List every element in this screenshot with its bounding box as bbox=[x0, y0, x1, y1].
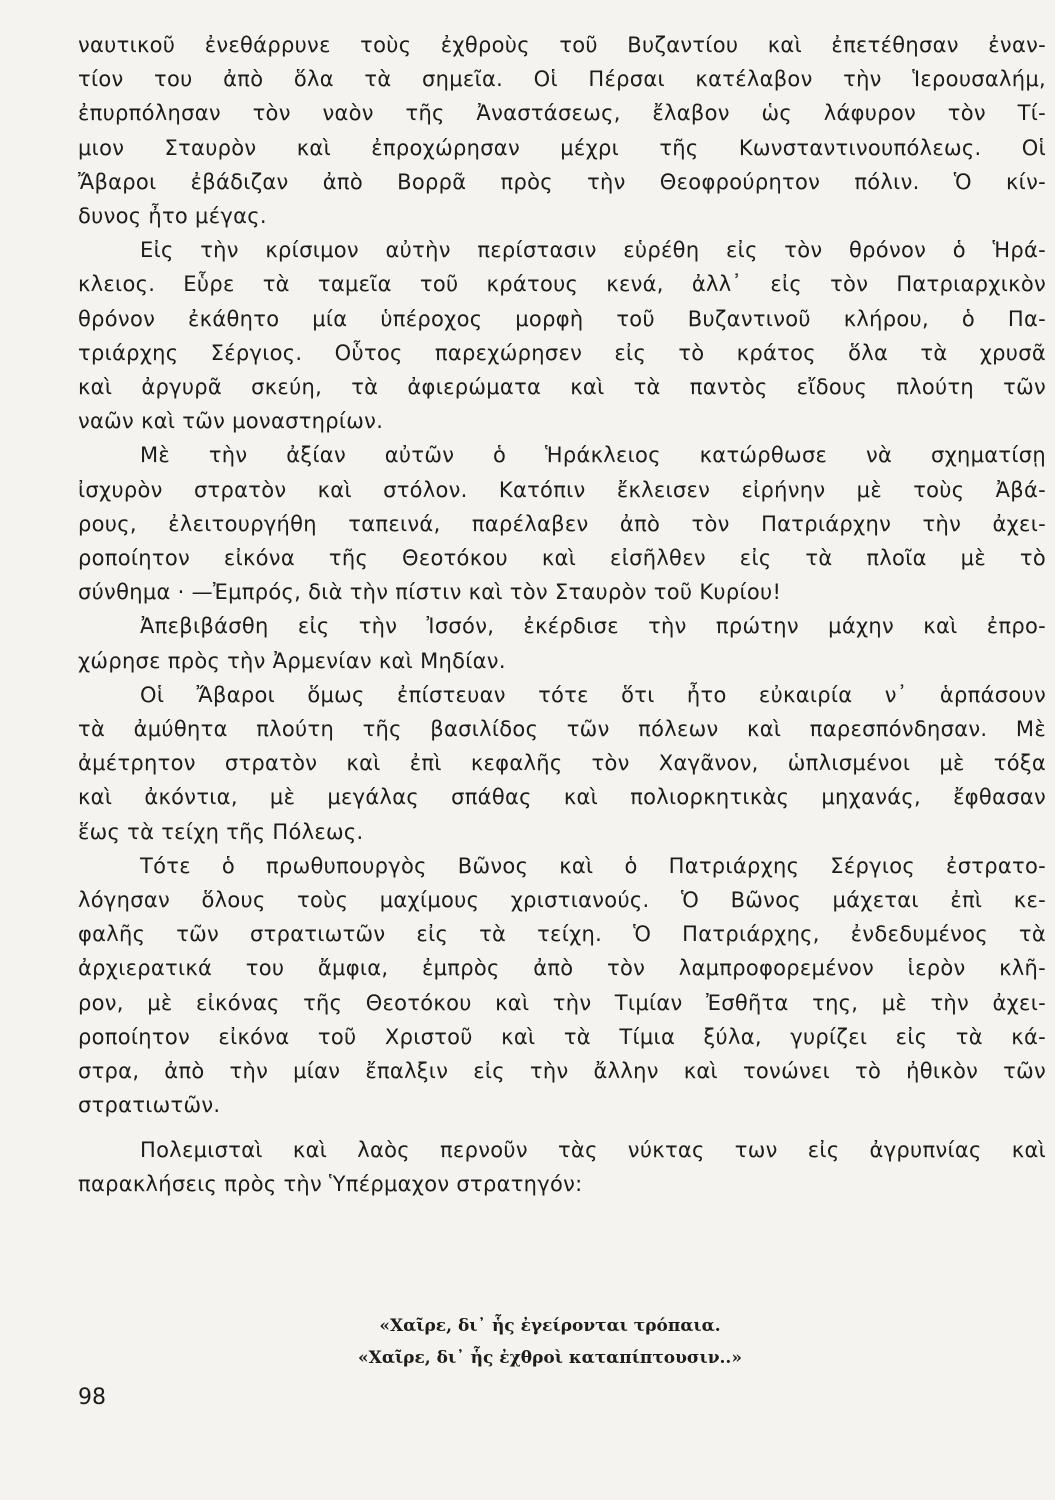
quote-line-2: «Χαῖρε, δι᾽ ἧς ἐχθροὶ καταπίπτουσιν..» bbox=[358, 1348, 742, 1368]
paragraph-gap bbox=[78, 1123, 1046, 1133]
text-line: Οἱ Ἄβαροι ὅμως ἐπίστευαν τότε ὅτι ἦτο εὐκαιρία ν᾽ ἁρπάσουν bbox=[140, 682, 1046, 707]
text-line: Πολεμισταὶ καὶ λαὸς περνοῦν τὰς νύκτας των εἰς ἀγρυπνίας καὶ bbox=[140, 1137, 1046, 1162]
text-line: Τότε ὁ πρωθυπουργὸς Βῶνος καὶ ὁ Πατριάρχης Σέργιος ἐστρατο- bbox=[140, 853, 1046, 878]
text-line: στρατιωτῶν. bbox=[78, 1093, 221, 1118]
page-number: 98 bbox=[78, 1385, 106, 1410]
page-body bbox=[78, 28, 1046, 1201]
text-line: καὶ ἀργυρᾶ σκεύη, τὰ ἀφιερώματα καὶ τὰ παντὸς εἴδους πλούτη τῶν bbox=[78, 375, 1046, 400]
paragraph bbox=[78, 1133, 1046, 1201]
text-line: Ἄβαροι ἐβάδιζαν ἀπὸ Βορρᾶ πρὸς τὴν Θεοφρούρητον πόλιν. Ὁ κίν- bbox=[78, 169, 1046, 194]
text-line: τριάρχης Σέργιος. Οὗτος παρεχώρησεν εἰς τὸ κράτος ὅλα τὰ χρυσᾶ bbox=[78, 340, 1046, 365]
text-line: μιον Σταυρὸν καὶ ἐπροχώρησαν μέχρι τῆς Κωνσταντινουπόλεως. Οἱ bbox=[78, 135, 1046, 160]
text-line: ναῶν καὶ τῶν μοναστηρίων. bbox=[78, 409, 384, 434]
text-line: ροποίητον εἰκόνα τῆς Θεοτόκου καὶ εἰσῆλθεν εἰς τὰ πλοῖα μὲ τὸ bbox=[78, 546, 1046, 571]
text-line: στρα, ἀπὸ τὴν μίαν ἔπαλξιν εἰς τὴν ἄλλην καὶ τονώνει τὸ ἠθικὸν τῶν bbox=[78, 1059, 1046, 1084]
text-line: ἰσχυρὸν στρατὸν καὶ στόλον. Κατόπιν ἔκλεισεν εἰρήνην μὲ τοὺς Ἀβά- bbox=[78, 477, 1046, 502]
text-line: ροποίητον εἰκόνα τοῦ Χριστοῦ καὶ τὰ Τίμια ξύλα, γυρίζει εἰς τὰ κά- bbox=[78, 1024, 1046, 1049]
text-line: ρους, ἐλειτουργήθη ταπεινά, παρέλαβεν ἀπὸ τὸν Πατριάρχην τὴν ἀχει- bbox=[78, 511, 1046, 536]
hymn-quote bbox=[300, 1310, 800, 1374]
paragraph bbox=[78, 28, 1046, 233]
paragraph bbox=[78, 233, 1046, 438]
text-line: Μὲ τὴν ἀξίαν αὐτῶν ὁ Ἡράκλειος κατώρθωσε νὰ σχηματίσῃ bbox=[140, 443, 1046, 468]
text-line: τὰ ἀμύθητα πλούτη τῆς βασιλίδος τῶν πόλεων καὶ παρεσπόνδησαν. Μὲ bbox=[78, 717, 1046, 742]
text-line: Εἰς τὴν κρίσιμον αὐτὴν περίστασιν εὑρέθη εἰς τὸν θρόνον ὁ Ἡρά- bbox=[140, 238, 1046, 263]
text-line: ἕως τὰ τείχη τῆς Πόλεως. bbox=[78, 819, 364, 844]
text-line: θρόνον ἐκάθητο μία ὑπέροχος μορφὴ τοῦ Βυζαντινοῦ κλήρου, ὁ Πα- bbox=[78, 306, 1046, 331]
paragraph bbox=[78, 678, 1046, 849]
text-line: λόγησαν ὅλους τοὺς μαχίμους χριστιανούς. Ὁ Βῶνος μάχεται ἐπὶ κε- bbox=[78, 888, 1046, 913]
text-line: ἀμέτρητον στρατὸν καὶ ἐπὶ κεφαλῆς τὸν Χαγᾶνον, ὡπλισμένοι μὲ τόξα bbox=[78, 751, 1046, 776]
text-line: ρον, μὲ εἰκόνας τῆς Θεοτόκου καὶ τὴν Τιμίαν Ἐσθῆτα της, μὲ τὴν ἀχει- bbox=[78, 990, 1046, 1015]
paragraph bbox=[78, 438, 1046, 609]
quote-line-1: «Χαῖρε, δι᾽ ἧς ἐγείρονται τρόπαια. bbox=[379, 1316, 721, 1336]
text-line: καὶ ἀκόντια, μὲ μεγάλας σπάθας καὶ πολιορκητικὰς μηχανάς, ἔφθασαν bbox=[78, 785, 1046, 810]
text-line: σύνθημα · —Ἐμπρός, διὰ τὴν πίστιν καὶ τὸν Σταυρὸν τοῦ Κυρίου! bbox=[78, 580, 782, 605]
text-line: κλειος. Εὗρε τὰ ταμεῖα τοῦ κράτους κενά, ἀλλ᾽ εἰς τὸν Πατριαρχικὸν bbox=[78, 272, 1046, 297]
text-line: ἀρχιερατικά του ἄμφια, ἐμπρὸς ἀπὸ τὸν λαμπροφορεμένον ἱερὸν κλῆ- bbox=[78, 956, 1046, 981]
paragraph bbox=[78, 849, 1046, 1123]
paragraph bbox=[78, 609, 1046, 677]
text-line: ἐπυρπόλησαν τὸν ναὸν τῆς Ἀναστάσεως, ἔλαβον ὡς λάφυρον τὸν Τί- bbox=[78, 101, 1046, 126]
text-line: χώρησε πρὸς τὴν Ἀρμενίαν καὶ Μηδίαν. bbox=[78, 648, 506, 673]
text-line: Ἀπεβιβάσθη εἰς τὴν Ἰσσόν, ἐκέρδισε τὴν πρώτην μάχην καὶ ἐπρο- bbox=[140, 614, 1046, 639]
text-line: τίον του ἀπὸ ὅλα τὰ σημεῖα. Οἱ Πέρσαι κατέλαβον τὴν Ἱερουσαλήμ, bbox=[78, 67, 1046, 92]
text-line: δυνος ἦτο μέγας. bbox=[78, 204, 267, 229]
text-line: φαλῆς τῶν στρατιωτῶν εἰς τὰ τείχη. Ὁ Πατριάρχης, ἐνδεδυμένος τὰ bbox=[78, 922, 1046, 947]
text-line: ναυτικοῦ ἐνεθάρρυνε τοὺς ἐχθροὺς τοῦ Βυζαντίου καὶ ἐπετέθησαν ἐναν- bbox=[78, 33, 1046, 57]
text-line: παρακλήσεις πρὸς τὴν Ὑπέρμαχον στρατηγόν: bbox=[78, 1171, 583, 1196]
